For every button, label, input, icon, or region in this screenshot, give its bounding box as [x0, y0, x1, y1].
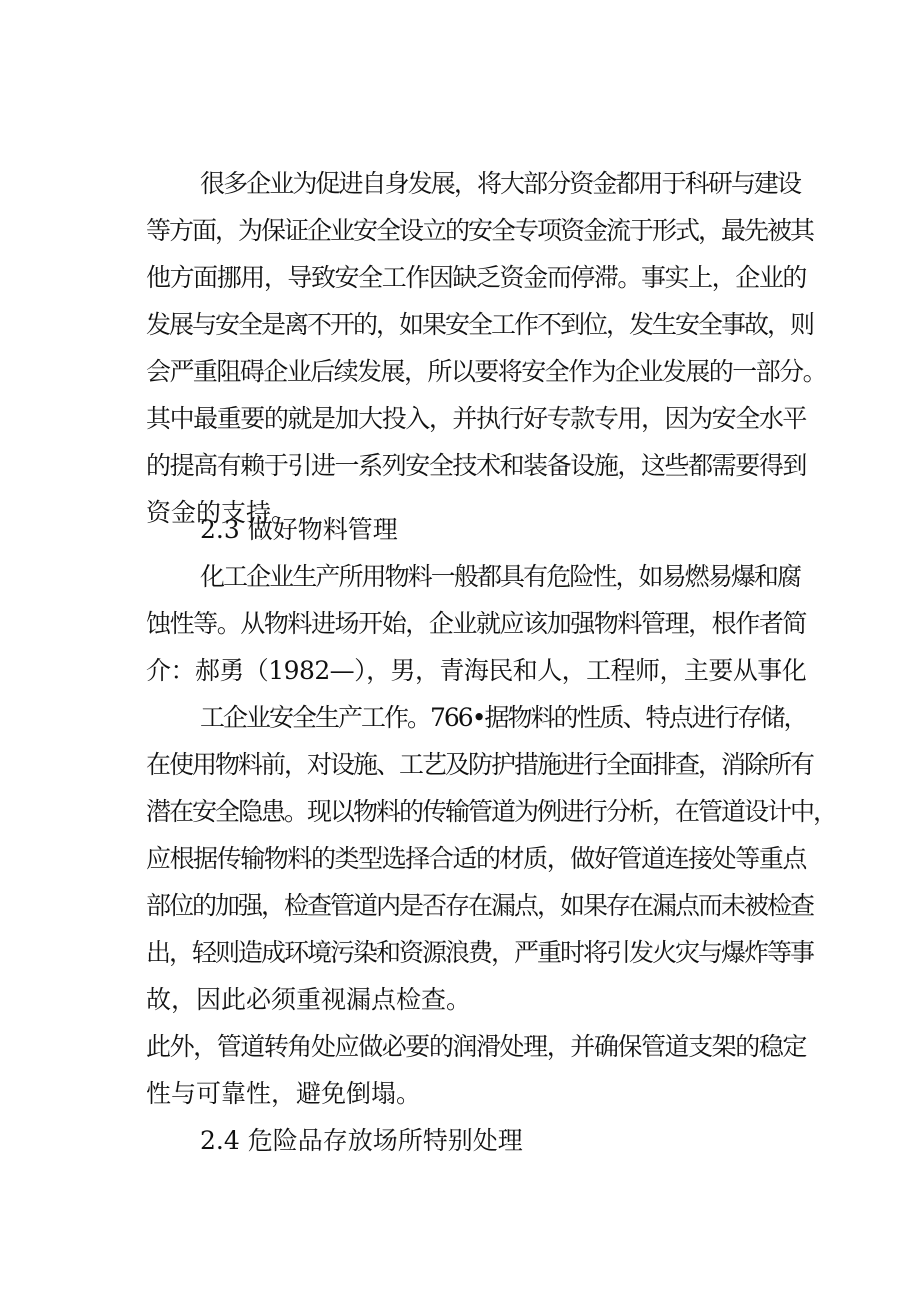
text-line: 资金的支持。 — [146, 498, 297, 527]
text-line: 的提高有赖于引进一系列安全技术和装备设施，这些都需要得到 — [146, 451, 806, 480]
text-line: 在使用物料前，对设施、工艺及防护措施进行全面排查，消除所有 — [146, 750, 814, 779]
text-line: 蚀性等。从物料进场开始，企业就应该加强物料管理，根作者简 — [146, 609, 806, 638]
section-heading-2-4: 2.4 危险品存放场所特别处理 — [200, 1126, 523, 1155]
text-line: 他方面挪用，导致安全工作因缺乏资金而停滞。事实上，企业的 — [146, 263, 806, 292]
text-line: 其中最重要的就是加大投入，并执行好专款专用，因为安全水平 — [146, 404, 806, 433]
author-note-line: 介：郝勇（1982—），男，青海民和人，工程师，主要从事化 — [146, 656, 807, 685]
text-line: 工企业安全生产工作。766•据物料的性质、特点进行存储， — [200, 703, 807, 732]
text-line: 等方面，为保证企业安全设立的安全专项资金流于形式，最先被其 — [146, 216, 814, 245]
text-line: 此外，管道转角处应做必要的润滑处理，并确保管道支架的稳定 — [146, 1032, 806, 1061]
text-line: 性与可靠性，避免倒塌。 — [146, 1079, 422, 1108]
text-line: 很多企业为促进自身发展，将大部分资金都用于科研与建设 — [200, 169, 801, 198]
section-heading-2-3: 2.3 做好物料管理 — [200, 515, 398, 544]
text-line: 应根据传输物料的类型选择合适的材质，做好管道连接处等重点 — [146, 844, 806, 873]
text-line: 潜在安全隐患。现以物料的传输管道为例进行分析，在管道设计中， — [146, 797, 837, 826]
text-line: 出，轻则造成环境污染和资源浪费，严重时将引发火灾与爆炸等事 — [146, 938, 814, 967]
text-line: 故，因此必须重视漏点检查。 — [146, 985, 472, 1014]
text-line: 化工企业生产所用物料一般都具有危险性，如易燃易爆和腐 — [200, 562, 801, 591]
text-line: 发展与安全是离不开的，如果安全工作不到位，发生安全事故，则 — [146, 310, 814, 339]
text-line: 会严重阻碍企业后续发展，所以要将安全作为企业发展的一部分。 — [146, 357, 827, 386]
text-line: 部位的加强，检查管道内是否存在漏点，如果存在漏点而未被检查 — [146, 891, 814, 920]
